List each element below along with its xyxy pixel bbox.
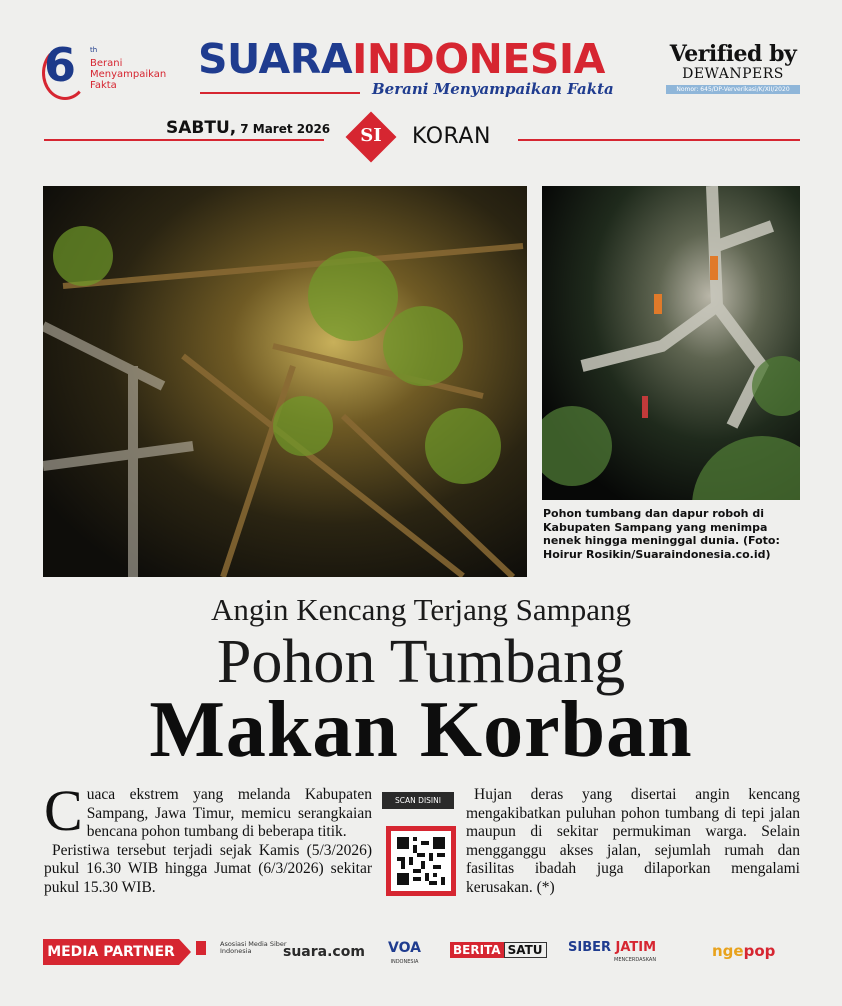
brand-underline — [200, 92, 360, 94]
drop-cap: C — [44, 778, 83, 843]
anniversary-text: Berani Menyampaikan Fakta — [90, 58, 167, 91]
article-paragraph-1: uaca ekstrem yang melanda Kabupaten Sampang, Jawa Timur, memicu serangkaian bencana pohon tumbang di beberapa titik. — [86, 786, 372, 840]
partner-beritasatu[interactable] — [450, 943, 547, 957]
anniversary-logo — [44, 38, 184, 102]
brand-suara: SUARA — [198, 35, 353, 83]
partner-voa[interactable] — [388, 941, 421, 969]
anniversary-suffix: th — [90, 46, 98, 54]
dateline — [166, 118, 330, 138]
partner-siber-sub: MENCERDASKAN — [614, 957, 657, 963]
article-paragraph-3: Hujan deras yang disertai angin kencang mengakibatkan puluhan pohon tumbang di tepi jalan maupun di sekitar permukiman warga. Selain mengganggu akses jalan, sejumlah rumah dan fasilitas ibadah juga dilaporkan mengalami kerusakan. (*) — [466, 786, 800, 896]
partner-amsi-text: Asosiasi Media Siber Indonesia — [196, 941, 290, 955]
article-paragraph-2: Peristiwa tersebut terjadi sejak Kamis (5/3/2026) pukul 16.30 WIB hingga Jumat (6/3/2026) sekitar pukul 15.30 WIB. — [44, 841, 372, 896]
partner-nge-text: nge — [712, 942, 744, 960]
article-left-column — [44, 778, 372, 897]
qr-scan-label: SCAN DISINI — [382, 792, 454, 809]
anniversary-number: 6 — [44, 38, 77, 92]
si-logo — [346, 112, 396, 162]
dateline-date: 7 Maret 2026 — [240, 122, 331, 136]
rule-right — [518, 139, 800, 141]
headline-line1: Pohon Tumbang — [216, 628, 626, 696]
partner-amsi[interactable] — [196, 941, 290, 955]
edition-name: KORAN — [412, 124, 491, 149]
partner-berita-text: BERITA — [450, 942, 504, 958]
headline-line2: Makan Korban — [149, 686, 693, 774]
verified-badge — [666, 42, 800, 94]
partner-satu-text: SATU — [504, 942, 547, 958]
partner-pop-text: pop — [743, 942, 776, 960]
headline-kicker: Angin Kencang Terjang Sampang — [211, 592, 631, 627]
media-partner-label: MEDIA PARTNER — [43, 939, 179, 965]
partner-voa-sub: INDONESIA — [390, 959, 419, 965]
side-photo — [542, 186, 800, 500]
qr-code[interactable] — [386, 826, 456, 896]
partner-siberjatim[interactable] — [568, 941, 656, 967]
photo-caption: Pohon tumbang dan dapur roboh di Kabupaten Sampang yang menimpa nenek hingga meninggal dunia. (Foto: Hoirur Rosikin/Suaraindonesia.co.id) — [543, 507, 780, 561]
masthead-tagline: Berani Menyampaikan Fakta — [372, 80, 614, 98]
verified-org: DEWANPERS — [682, 66, 784, 82]
verified-number: Nomor: 645/DP-Ververikasi/K/XII/2020 — [666, 85, 800, 94]
dateline-day: SABTU, — [166, 118, 237, 138]
verified-title: Verified by — [669, 41, 797, 67]
partner-ngepop[interactable] — [712, 942, 775, 960]
main-photo — [43, 186, 527, 577]
partner-jatim-text: JATIM — [615, 940, 657, 955]
rule-left — [44, 139, 324, 141]
partner-suara[interactable]: suara.com — [283, 944, 365, 960]
brand-indonesia: INDONESIA — [352, 35, 605, 83]
partner-siber-text: SIBER — [568, 940, 611, 955]
article-right-column — [466, 786, 800, 897]
partner-voa-text: VOA — [388, 940, 421, 956]
si-logo-text: SI — [360, 125, 382, 146]
masthead-brand — [198, 36, 605, 82]
